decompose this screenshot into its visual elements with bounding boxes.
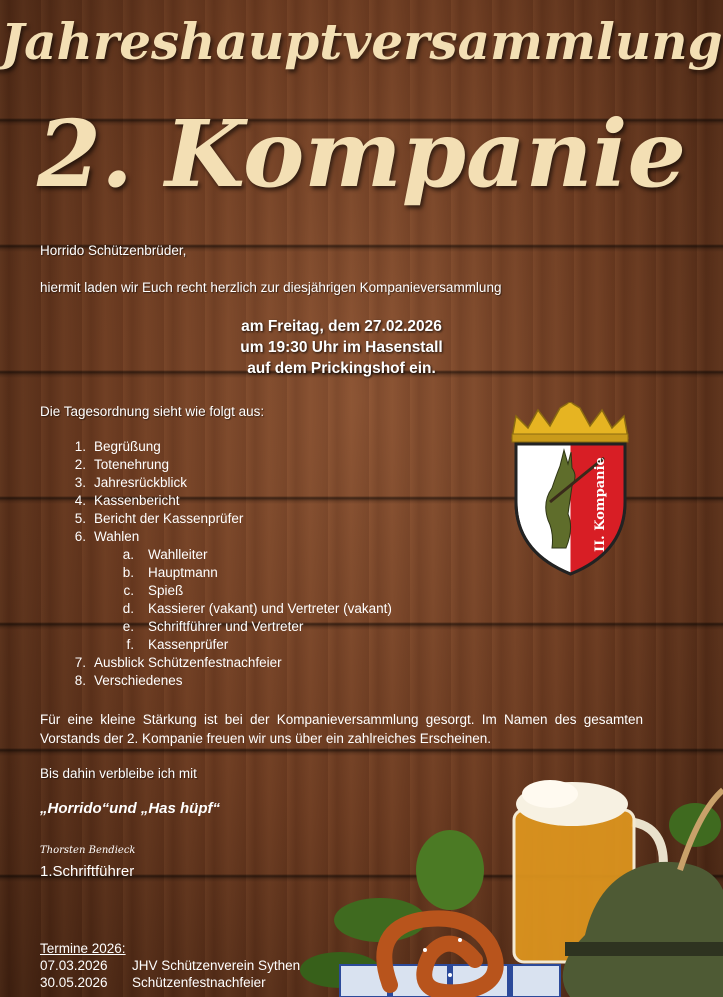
agenda-subitem [40, 582, 392, 600]
agenda-number: 5. [74, 511, 86, 526]
title-line-1: Jahreshauptversammlung [0, 12, 723, 71]
agenda-subitem [40, 546, 392, 564]
agenda-subitem [40, 600, 392, 618]
agenda-item [40, 492, 392, 510]
dates-section [40, 940, 300, 991]
agenda-label: Kassenbericht [94, 493, 180, 508]
agenda-number: 2. [74, 457, 86, 472]
agenda-label: Bericht der Kassenprüfer [94, 511, 244, 526]
agenda-item [40, 474, 392, 492]
agenda-item [40, 456, 392, 474]
event-line-1: am Freitag, dem 27.02.2026 [241, 318, 442, 335]
signature: Thorsten Bendieck [40, 845, 136, 856]
agenda-number: 7. [74, 655, 86, 670]
agenda-sub-label: Schriftführer und Vertreter [148, 619, 304, 634]
date-event: Schützenfestnachfeier [132, 975, 266, 990]
agenda-number: 6. [74, 529, 86, 544]
agenda-sub-label: Kassenprüfer [148, 637, 229, 652]
agenda-number: 4. [74, 493, 86, 508]
agenda-item [40, 510, 392, 528]
agenda-sub-letter: b. [122, 565, 134, 580]
motto: „Horrido“und „Has hüpf“ [40, 800, 220, 817]
greeting: Horrido Schützenbrüder, [40, 243, 187, 258]
agenda-subitem [40, 564, 392, 582]
agenda-label: Wahlen [94, 529, 140, 544]
agenda-item [40, 654, 392, 672]
date-row [40, 974, 300, 991]
date-value: 30.05.2026 [40, 975, 108, 990]
agenda-sub-letter: f. [126, 637, 134, 652]
date-row [40, 957, 300, 974]
agenda-label: Begrüßung [94, 439, 161, 454]
beer-still-life-image [300, 770, 723, 997]
event-line-3: auf dem Prickingshof ein. [247, 360, 436, 377]
agenda-label: Ausblick Schützenfestnachfeier [94, 655, 282, 670]
agenda-list [40, 438, 392, 690]
agenda-sub-letter: c. [123, 583, 134, 598]
agenda-number: 8. [74, 673, 86, 688]
agenda-label: Totenehrung [94, 457, 170, 472]
date-value: 07.03.2026 [40, 958, 108, 973]
agenda-item [40, 438, 392, 456]
event-line-2: um 19:30 Uhr im Hasenstall [240, 339, 443, 356]
agenda-sub-label: Hauptmann [148, 565, 218, 580]
crest-text: II. Kompanie [593, 457, 608, 552]
agenda-sub-label: Spieß [148, 583, 184, 598]
agenda-sub-label: Wahlleiter [148, 547, 208, 562]
agenda-label: Verschiedenes [94, 673, 183, 688]
dates-heading: Termine 2026: [40, 941, 126, 956]
title-line-2: 2. Kompanie [36, 100, 687, 208]
agenda-item [40, 672, 392, 690]
closing-paragraph: Für eine kleine Stärkung ist bei der Kompanieversammlung gesorgt. Im Namen des gesamten Vorstands der 2. Kompanie freuen wir uns über ein zahlreiches Erscheinen. [40, 712, 643, 746]
agenda-subitem [40, 636, 392, 654]
agenda-sub-letter: a. [122, 547, 134, 562]
farewell-text: Bis dahin verbleibe ich mit [40, 766, 197, 781]
company-crest [508, 402, 633, 577]
agenda-subitem [40, 618, 392, 636]
date-event: JHV Schützenverein Sythen [132, 958, 301, 973]
agenda-intro: Die Tagesordnung sieht wie folgt aus: [40, 404, 265, 419]
signer-role: 1.Schriftführer [40, 863, 135, 880]
agenda-sub-label: Kassierer (vakant) und Vertreter (vakant) [148, 601, 392, 616]
agenda-sub-letter: e. [122, 619, 134, 634]
agenda-item [40, 528, 392, 546]
invitation-text: hiermit laden wir Euch recht herzlich zur diesjährigen Kompanieversammlung [40, 280, 502, 295]
agenda-sub-letter: d. [122, 601, 134, 616]
agenda-label: Jahresrückblick [94, 475, 188, 490]
agenda-number: 1. [74, 439, 86, 454]
crown-icon [512, 402, 628, 442]
agenda-number: 3. [74, 475, 86, 490]
